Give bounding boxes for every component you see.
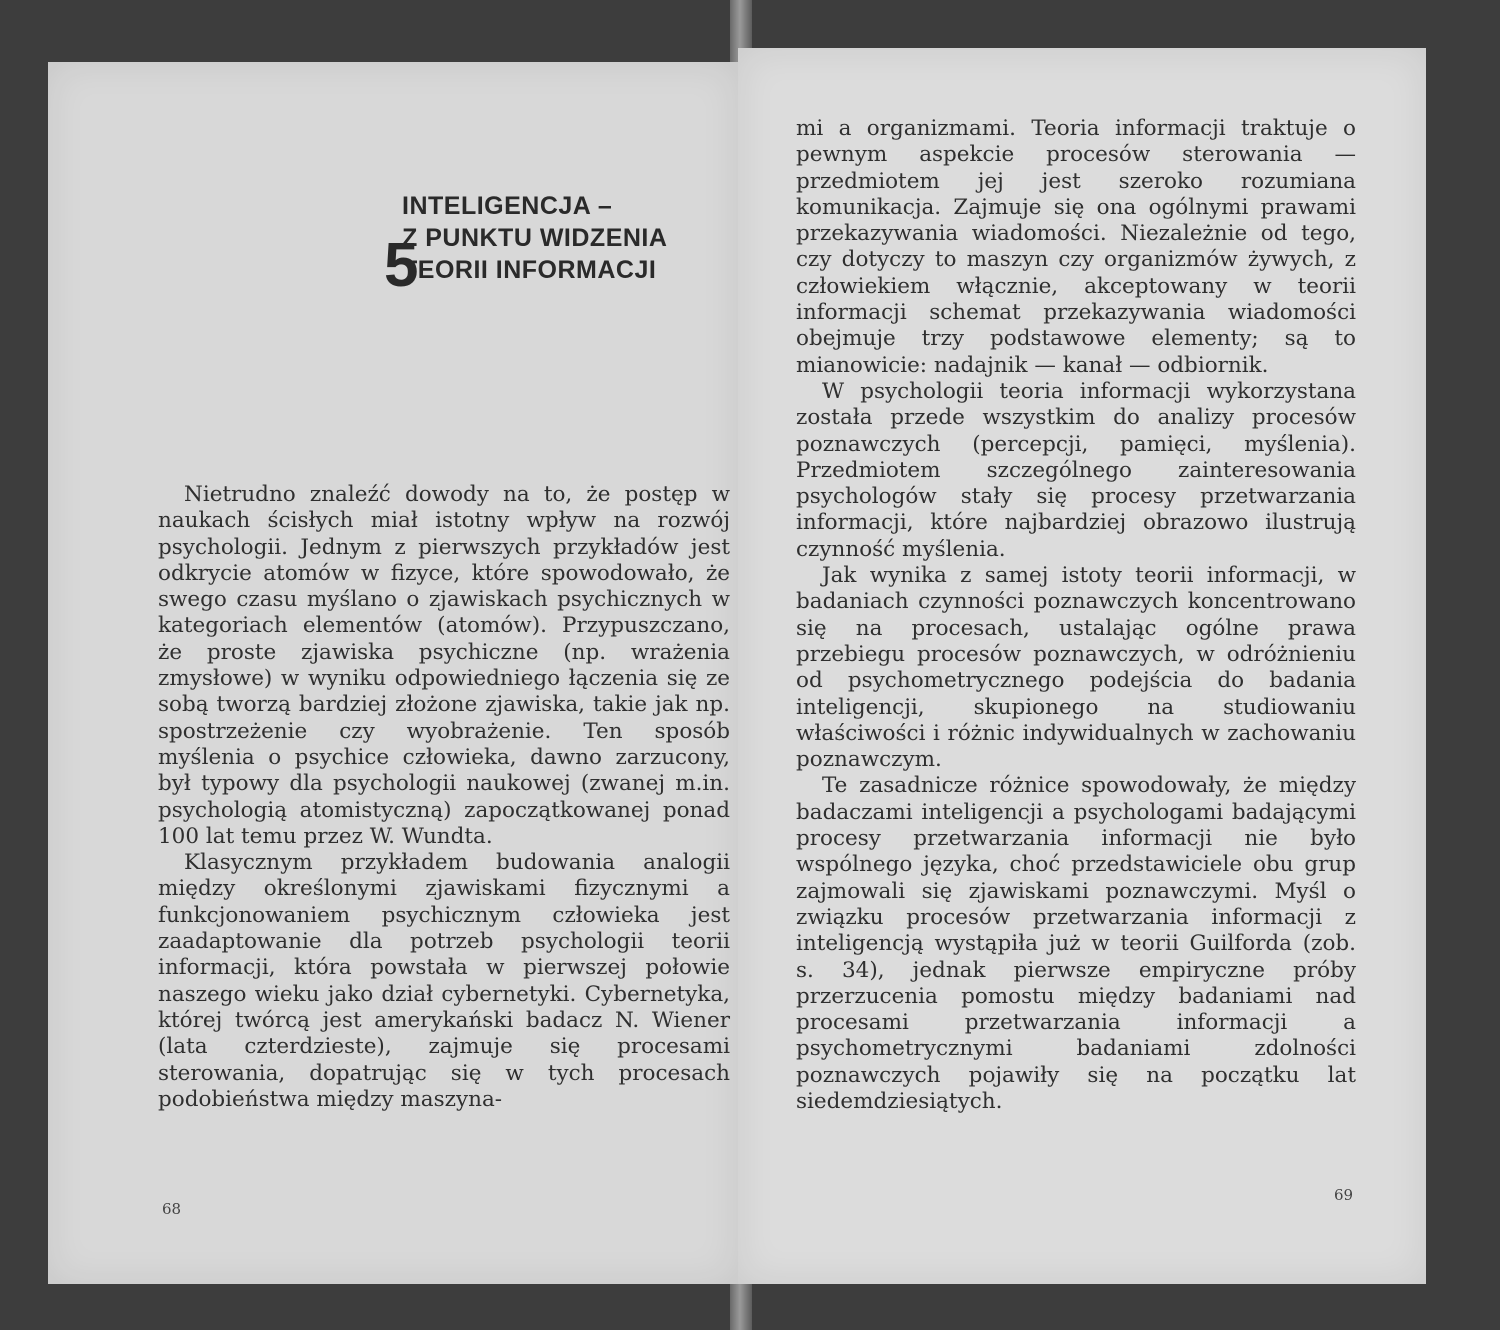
chapter-title-line: Z PUNKTU WIDZENIA (402, 224, 668, 252)
right-page-body (796, 116, 1356, 1115)
paragraph: Jak wynika z samej istoty teorii informacji, w badaniach czynności poznawczych koncentrowano się na procesach, ustalając ogólne prawa przebiegu procesów poznawczych, w odróżnieniu od psychometrycznego podejścia do badania inteligencji, skupionego na studiowaniu właściwości i różnic indywidualnych w zachowaniu poznawczym. (796, 563, 1356, 773)
left-page (48, 62, 738, 1284)
chapter-title (402, 190, 722, 286)
paragraph: W psychologii teoria informacji wykorzystana została przede wszystkim do analizy procesów poznawczych (percepcji, pamięci, myślenia). Przedmiotem szczególnego zainteresowania psychologów stały się procesy przetwarzania informacji, które najbardziej obrazowo ilustrują czynność myślenia. (796, 378, 1356, 562)
paragraph: Te zasadnicze różnice spowodowały, że między badaczami inteligencji a psychologami badającymi procesy przetwarzania informacji nie było wspólnego języka, choć przedstawiciele obu grup zajmowali się zjawiskami poznawczymi. Myśl o związku procesów przetwarzania informacji z inteligencją wystąpiła już w teorii Guilforda (zob. s. 34), jednak pierwsze empiryczne próby przerzucenia pomostu między badaniami nad procesami przetwarzania informacji a psychometrycznymi badaniami zdolności poznawczych pojawiły się na początku lat siedemdziesiątych. (796, 773, 1356, 1114)
paragraph: mi a organizmami. Teoria informacji traktuje o pewnym aspekcie procesów sterowania — przedmiotem jej jest szeroko rozumiana komunikacja. Zajmuje się ona ogólnymi prawami przekazywania wiadomości. Niezależnie od tego, czy dotyczy to maszyn czy organizmów żywych, z człowiekiem włącznie, akceptowany w teorii informacji schemat przekazywania wiadomości obejmuje trzy podstawowe elementy; są to mianowicie: nadajnik — kanał — odbiornik. (796, 116, 1356, 378)
chapter-title-line: INTELIGENCJA – (402, 192, 613, 220)
paragraph: Klasycznym przykładem budowania analogii między określonymi zjawiskami fizycznymi a funkcjonowaniem psychicznym człowieka jest zaadaptowanie dla potrzeb psychologii teorii informacji, która powstała w pierwszej połowie naszego wieku jako dział cybernetyki. Cybernetyka, której twórcą jest amerykański badacz N. Wiener (lata czterdzieste), zajmuje się procesami sterowania, dopatrując się w tych procesach podobieństwa między maszyna- (158, 850, 730, 1112)
page-number: 69 (1334, 1186, 1354, 1204)
chapter-title-line: TEORII INFORMACJI (402, 256, 657, 284)
page-number: 68 (162, 1200, 182, 1218)
paragraph: Nietrudno znaleźć dowody na to, że postęp w naukach ścisłych miał istotny wpływ na rozwój psychologii. Jednym z pierwszych przykładów jest odkrycie atomów w fizyce, które spowodowało, że swego czasu myślano o zjawiskach psychicznych w kategoriach elementów (atomów). Przypuszczano, że proste zjawiska psychiczne (np. wrażenia zmysłowe) w wyniku odpowiedniego łączenia się ze sobą tworzą bardziej złożone zjawiska, takie jak np. spostrzeżenie czy wyobrażenie. Ten sposób myślenia o psychice człowieka, dawno zarzucony, był typowy dla psychologii naukowej (zwanej m.in. psychologią atomistyczną) zapoczątkowanej ponad 100 lat temu przez W. Wundta. (158, 482, 730, 849)
left-page-body (158, 482, 730, 1113)
chapter-number: 5 (384, 231, 419, 300)
right-page (738, 48, 1426, 1284)
